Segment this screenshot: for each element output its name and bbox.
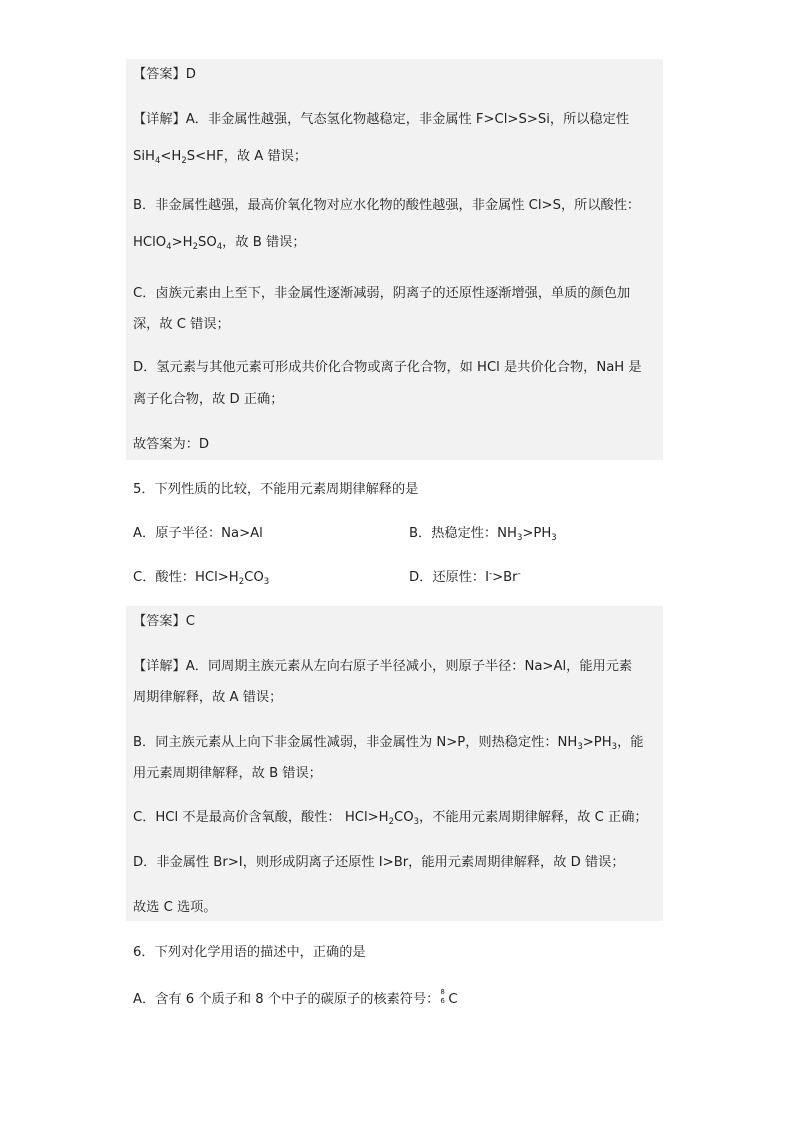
q5-answer: 【答案】C (133, 614, 195, 629)
q5-conclusion: 故选 C 选项。 (133, 900, 217, 915)
q6-option-a: A．含有 6 个质子和 8 个中子的碳原子的核素符号： 8 6 C (133, 988, 458, 1007)
q5-option-d: D．还原性：I->Br- (409, 569, 521, 585)
answer-block-q5 (126, 606, 663, 921)
q4-detail-a-line1: 【详解】A．非金属性越强，气态氢化物越稳定，非金属性 F>Cl>S>Si，所以稳定性 (133, 112, 630, 127)
q4-detail-a-line2: $SiH_4<H_2S<HF$，故 A 错误； (133, 149, 308, 166)
q4-detail-c-line2: 深，故 C 错误； (133, 317, 230, 332)
q5-detail-c: C．HCl 不是最高价含氧酸，酸性： $HCl>H_2CO_3$，不能用元素周期律解释，故 C 正确； (133, 810, 648, 827)
q5-stem: 5．下列性质的比较，不能用元素周期律解释的是 (133, 482, 419, 497)
q4-conclusion: 故答案为：D (133, 437, 210, 452)
q5-detail-b-line1: B．同主族元素从上向下非金属性减弱，非金属性为 N>P，则热稳定性：$NH_3>PH_3$，能 (133, 735, 644, 752)
q4-detail-c-line1: C．卤族元素由上至下，非金属性逐渐减弱，阴离子的还原性逐渐增强，单质的颜色加 (133, 286, 631, 301)
q5-option-b: B．热稳定性：$NH_3>PH_3$ (409, 526, 557, 543)
q5-option-c: C．酸性：$HCl>H_2CO_3$ (133, 570, 270, 587)
q4-detail-d-line1: D．氢元素与其他元素可形成共价化合物或离子化合物，如 HCl 是共价化合物，NaH 是 (133, 360, 642, 375)
q4-detail-b-line1: B．非金属性越强，最高价氧化物对应水化物的酸性越强，非金属性 Cl>S，所以酸性： (133, 198, 641, 213)
q6-stem: 6．下列对化学用语的描述中，正确的是 (133, 945, 366, 960)
nuclide-notation: 8 6 (440, 988, 445, 1005)
q4-detail-b-line2: $HClO_4>H_2SO_4$，故 B 错误； (133, 235, 306, 252)
q5-detail-b-line2: 用元素周期律解释，故 B 错误； (133, 766, 322, 781)
q5-detail-a-line1: 【详解】A．同周期主族元素从左向右原子半径减小，则原子半径：Na>Al，能用元素 (133, 659, 633, 674)
q4-answer: 【答案】D (133, 67, 196, 82)
q5-detail-a-line2: 周期律解释，故 A 错误； (133, 690, 283, 705)
q5-option-a: A．原子半径：Na>Al (133, 526, 263, 541)
q4-detail-d-line2: 离子化合物，故 D 正确； (133, 392, 284, 407)
q5-detail-d: D．非金属性 Br>I，则形成阴离子还原性 I>Br，能用元素周期律解释，故 D 错误； (133, 855, 625, 870)
